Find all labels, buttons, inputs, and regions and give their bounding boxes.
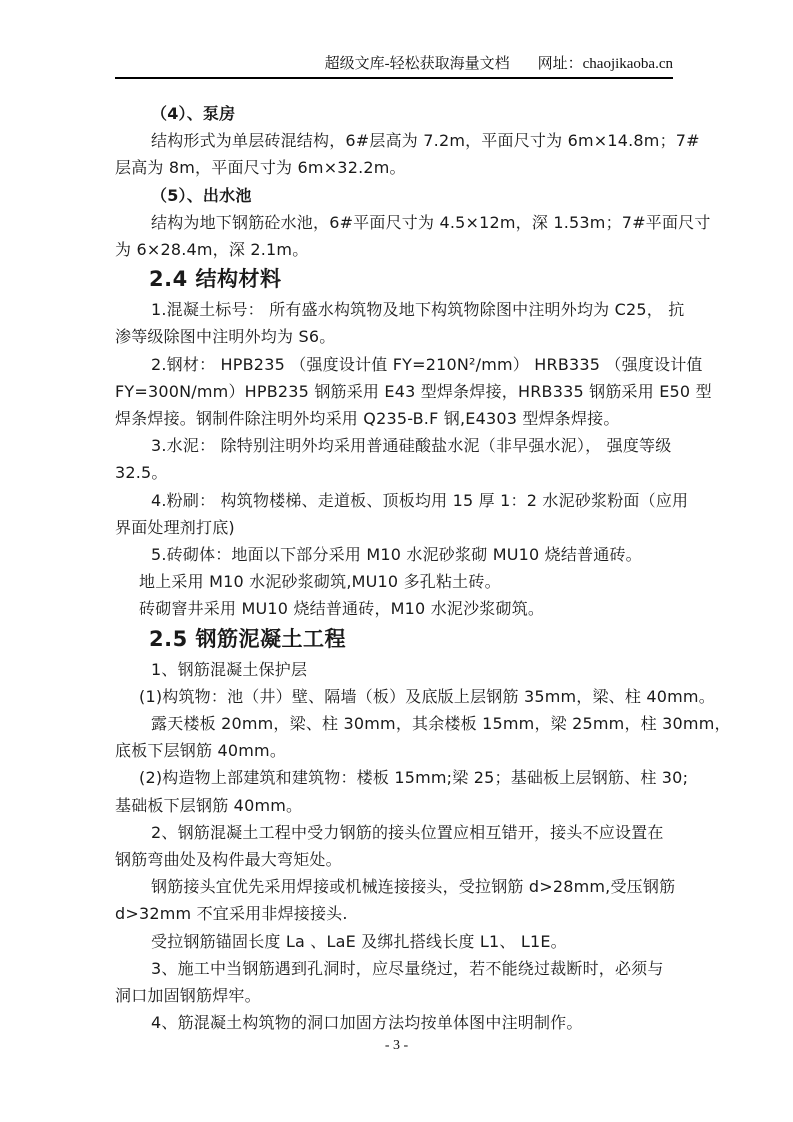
paragraph-line: 钢筋弯曲处及构件最大弯矩处。 — [115, 850, 342, 870]
paragraph-line: 露天楼板 20mm，梁、柱 30mm，其余楼板 15mm，梁 25mm，柱 30mm， — [151, 714, 731, 734]
paragraph-line: 4.粉刷： 构筑物楼梯、走道板、顶板均用 15 厚 1：2 水泥砂浆粉面（应用 — [151, 490, 689, 510]
header-site-name: 超级文库-轻松获取海量文档 — [324, 56, 510, 72]
paragraph-line: 1.混凝土标号： 所有盛水构筑物及地下构筑物除图中注明外均为 C25， 抗 — [151, 300, 685, 320]
paragraph-line: (1)构筑物：池（井）壁、隔墙（板）及底版上层钢筋 35mm，梁、柱 40mm。 — [139, 686, 715, 706]
paragraph-line: 底板下层钢筋 40mm。 — [115, 741, 287, 761]
paragraph-line: 砖砌窨井采用 MU10 烧结普通砖，M10 水泥沙浆砌筑。 — [139, 599, 545, 619]
paragraph-line: 3.水泥： 除特别注明外均采用普通硅酸盐水泥（非早强水泥）， 强度等级 — [151, 436, 672, 456]
paragraph-line: 为 6×28.4m，深 2.1m。 — [115, 240, 309, 260]
page-footer — [0, 1038, 793, 1054]
paragraph-line: 钢筋接头宜优先采用焊接或机械连接接头，受拉钢筋 d>28mm,受压钢筋 — [151, 877, 676, 897]
paragraph-line: 地上采用 M10 水泥砂浆砌筑,MU10 多孔粘土砖。 — [139, 572, 501, 592]
page-number: - 3 - — [384, 1038, 409, 1053]
paragraph-line: FY=300N/mm）HPB235 钢筋采用 E43 型焊条焊接，HRB335 钢筋采用 E50 型 — [115, 381, 712, 401]
paragraph-line: 受拉钢筋锚固长度 La 、LaE 及绑扎搭线长度 L1、 L1E。 — [151, 931, 567, 951]
paragraph-line: (2)构造物上部建筑和建筑物：楼板 15mm;梁 25；基础板上层钢筋、柱 30; — [139, 768, 689, 788]
paragraph-line: 5.砖砌体：地面以下部分采用 M10 水泥砂浆砌 MU10 烧结普通砖。 — [151, 545, 642, 565]
paragraph-line: 结构形式为单层砖混结构，6#层高为 7.2m，平面尺寸为 6m×14.8m；7# — [151, 131, 700, 151]
paragraph-line: 1、钢筋混凝土保护层 — [151, 659, 308, 679]
paragraph-line: 焊条焊接。钢制件除注明外均采用 Q235-B.F 钢,E4303 型焊条焊接。 — [115, 409, 620, 429]
paragraph-line: 3、施工中当钢筋遇到孔洞时，应尽量绕过，若不能绕过裁断时，必须与 — [151, 958, 664, 978]
paragraph-line: 结构为地下钢筋砼水池，6#平面尺寸为 4.5×12m，深 1.53m；7#平面尺寸 — [151, 212, 711, 232]
section-heading-structural-materials: 2.4 结构材料 — [149, 267, 282, 292]
paragraph-line: 渗等级除图中注明外均为 S6。 — [115, 327, 336, 347]
paragraph-line: 4、筋混凝土构筑物的洞口加固方法均按单体图中注明制作。 — [151, 1013, 583, 1033]
header-divider-line — [115, 77, 673, 79]
page-header — [115, 52, 673, 73]
subsection-heading-outlet-pool: （5）、出水池 — [151, 185, 252, 205]
paragraph-line: 2、钢筋混凝土工程中受力钢筋的接头位置应相互错开，接头不应设置在 — [151, 822, 664, 842]
paragraph-line: 层高为 8m，平面尺寸为 6m×32.2m。 — [115, 158, 406, 178]
paragraph-line: 基础板下层钢筋 40mm。 — [115, 795, 303, 815]
paragraph-line: d>32mm 不宜采用非焊接接头. — [115, 904, 348, 924]
document-body — [115, 100, 731, 1037]
subsection-heading-pumphouse: （4）、泵房 — [151, 104, 236, 123]
section-heading-reinforced-concrete: 2.5 钢筋泥凝土工程 — [149, 626, 347, 651]
paragraph-line: 洞口加固钢筋焊牢。 — [115, 986, 261, 1006]
paragraph-line: 2.钢材： HPB235 （强度设计值 FY=210N²/mm） HRB335 （强度设计值 — [151, 354, 703, 374]
header-site-url: 网址：chaojikaoba.cn — [537, 56, 673, 72]
paragraph-line: 32.5。 — [115, 463, 168, 483]
paragraph-line: 界面处理剂打底) — [115, 517, 235, 537]
